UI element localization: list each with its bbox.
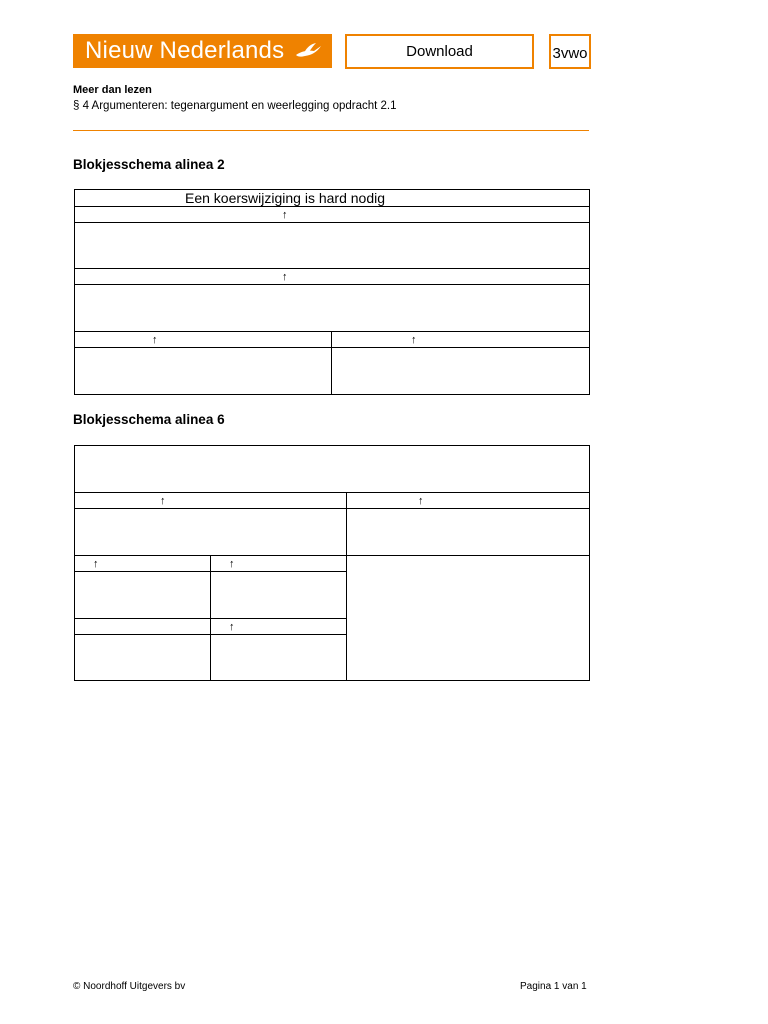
schema1-top-statement-box — [74, 189, 590, 207]
schema1-arrow-row — [74, 206, 590, 223]
schema2-answer-box[interactable] — [210, 634, 347, 681]
schema2-arrow-cell — [210, 618, 347, 635]
schema2-answer-box[interactable] — [74, 634, 211, 681]
schema2-answer-box-right[interactable] — [346, 508, 590, 556]
schema2-empty-arrow-cell — [74, 618, 211, 635]
up-arrow-icon: ↑ — [282, 271, 288, 283]
bird-logo-icon — [294, 41, 322, 61]
section-title: § 4 Argumenteren: tegenargument en weerlegging opdracht 2.1 — [73, 100, 397, 112]
up-arrow-icon: ↑ — [418, 495, 424, 507]
schema1-answer-box[interactable] — [74, 222, 590, 269]
up-arrow-icon: ↑ — [411, 334, 417, 346]
schema2-empty-block — [346, 555, 590, 681]
schema2-arrow-cell — [210, 555, 347, 572]
schema1-answer-box-left[interactable] — [74, 347, 332, 395]
schema1-heading: Blokjesschema alinea 2 — [73, 157, 225, 172]
header-divider — [73, 130, 589, 131]
schema2-arrow-cell — [74, 555, 211, 572]
brand-logo — [73, 34, 332, 68]
up-arrow-icon: ↑ — [160, 495, 166, 507]
schema2-answer-box[interactable] — [74, 571, 211, 619]
up-arrow-icon: ↑ — [282, 209, 288, 221]
schema1-answer-box-right[interactable] — [331, 347, 590, 395]
schema2-answer-box[interactable] — [210, 571, 347, 619]
up-arrow-icon: ↑ — [152, 334, 158, 346]
document-subtitle: Meer dan lezen — [73, 84, 152, 96]
up-arrow-icon: ↑ — [93, 558, 99, 570]
schema1-arrow-row-left — [74, 331, 332, 348]
schema1-answer-box[interactable] — [74, 284, 590, 332]
up-arrow-icon: ↑ — [229, 621, 235, 633]
download-button[interactable]: Download — [345, 34, 534, 69]
schema1-arrow-row — [74, 268, 590, 285]
schema2-arrow-row-left — [74, 492, 347, 509]
logo-text: Nieuw Nederlands — [85, 37, 285, 64]
schema2-arrow-row-right — [346, 492, 590, 509]
schema2-top-box[interactable] — [74, 445, 590, 493]
schema2-answer-box-left[interactable] — [74, 508, 347, 556]
schema2-heading: Blokjesschema alinea 6 — [73, 412, 225, 427]
footer-copyright: © Noordhoff Uitgevers bv — [73, 981, 186, 992]
level-badge: 3vwo — [549, 34, 591, 69]
schema1-arrow-row-right — [331, 331, 590, 348]
schema1-top-statement: Een koerswijziging is hard nodig — [185, 190, 385, 206]
footer-page-number: Pagina 1 van 1 — [520, 981, 587, 992]
up-arrow-icon: ↑ — [229, 558, 235, 570]
